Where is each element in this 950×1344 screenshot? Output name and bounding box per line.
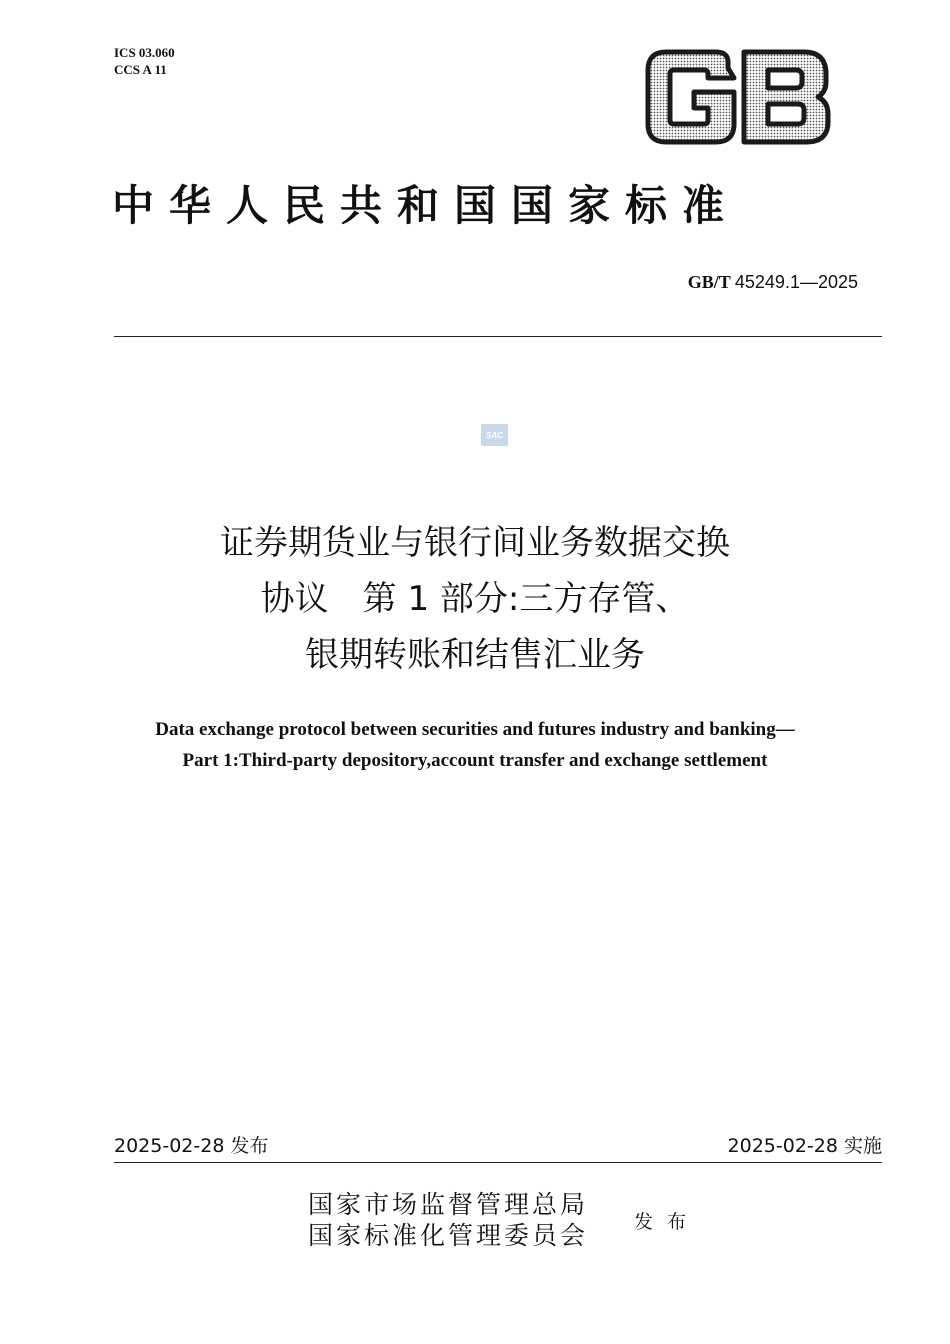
standard-number-prefix: GB/T — [687, 272, 731, 292]
english-title-line-2: Part 1:Third-party depository,account transfer and exchange settlement — [182, 750, 768, 771]
english-title-line-1: Data exchange protocol between securities and futures industry and banking— — [155, 719, 795, 740]
chinese-title-line-1: 证券期货业与银行间业务数据交换 — [220, 523, 730, 563]
ics-code: ICS 03.060 — [114, 45, 175, 60]
bottom-divider — [114, 1162, 882, 1163]
classification-codes — [114, 44, 175, 78]
gb-logo-icon — [644, 48, 832, 146]
chinese-title-line-3: 银期转账和结售汇业务 — [305, 635, 645, 675]
standard-number — [688, 272, 858, 293]
chinese-title-line-2: 协议 第 1 部分:三方存管、 — [260, 579, 690, 619]
sac-watermark-icon — [481, 424, 508, 446]
issuer-sac: 国家标准化管理委员会 — [308, 1221, 589, 1250]
publish-label: 发布 — [634, 1211, 701, 1233]
chinese-title — [100, 515, 850, 683]
top-divider — [114, 336, 882, 337]
english-title — [60, 714, 890, 776]
issue-date: 2025-02-28 发布 — [114, 1135, 269, 1157]
national-standard-heading: 中华人民共和国国家标准 — [112, 181, 740, 230]
issuer-samr: 国家市场监督管理总局 — [308, 1190, 589, 1219]
svg-text:SAC: SAC — [486, 431, 503, 440]
issuing-authorities — [308, 1189, 588, 1251]
implementation-date: 2025-02-28 实施 — [727, 1135, 882, 1157]
ccs-code: CCS A 11 — [114, 62, 167, 77]
standard-number-value: 45249.1—2025 — [734, 272, 858, 292]
